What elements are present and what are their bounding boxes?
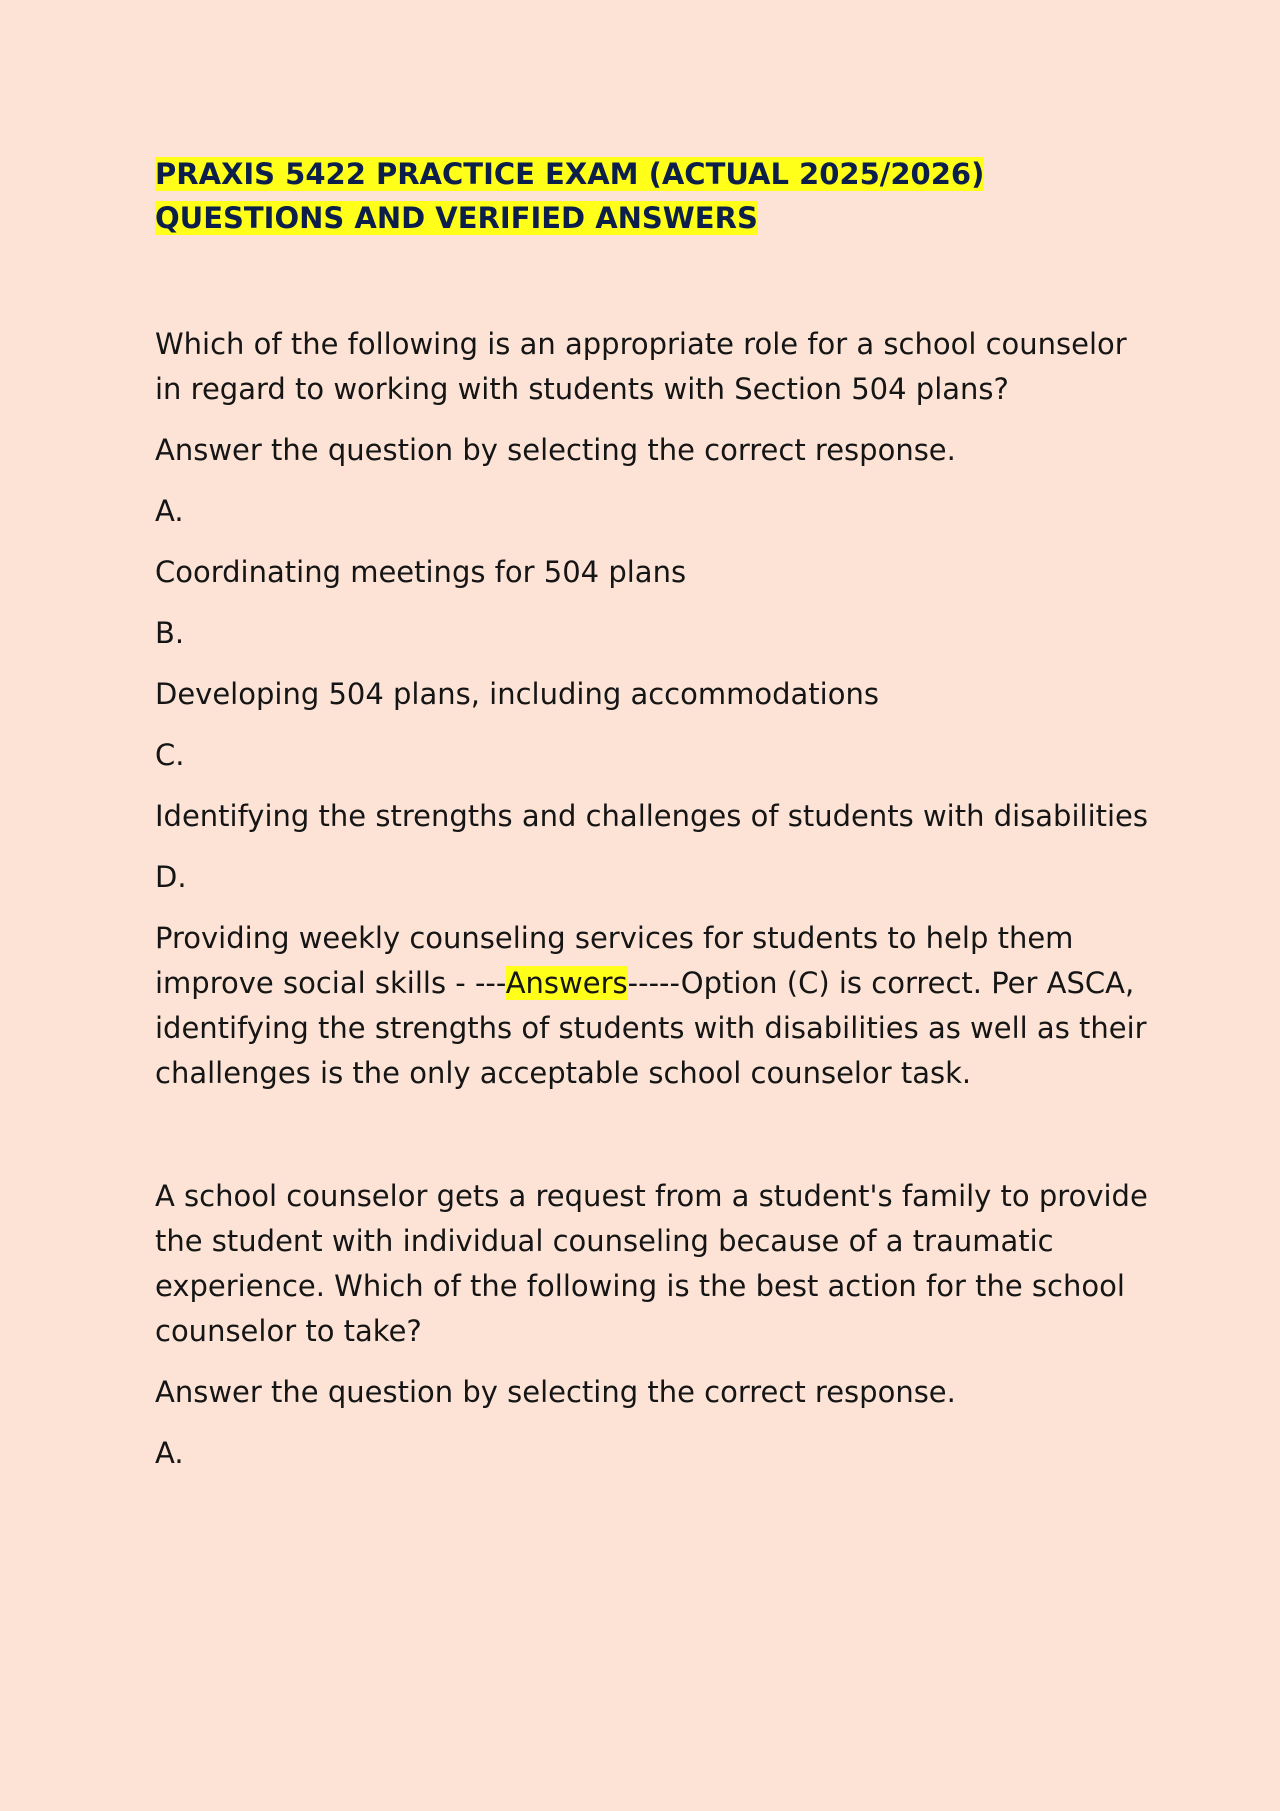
question-1-option-d-and-answer (155, 916, 1155, 1096)
question-2-instruction: Answer the question by selecting the correct response. (155, 1375, 956, 1409)
question-2-option-a-letter: A. (155, 1436, 184, 1470)
question-1-option-d-text: Providing weekly counseling services for students to help them improve social skills - --- (155, 921, 1074, 1000)
question-1-option-a-letter: A. (155, 494, 184, 528)
question-1-option-c-letter: C. (155, 738, 185, 772)
question-2 (155, 1174, 1155, 1476)
answer-label: Answers (505, 966, 628, 1000)
question-1-option-b-text: Developing 504 plans, including accommodations (155, 677, 879, 711)
question-1 (155, 322, 1155, 1096)
question-2-text: A school counselor gets a request from a student's family to provide the student with individual counseling because of a traumatic experience. Which of the following is the best action for the school counselor to take? (155, 1179, 1148, 1348)
document-content (155, 152, 1155, 1476)
title-line-1: PRAXIS 5422 PRACTICE EXAM (ACTUAL 2025/2026) (155, 157, 985, 191)
question-1-option-d-letter: D. (155, 860, 187, 894)
title-line-2: QUESTIONS AND VERIFIED ANSWERS (155, 201, 758, 235)
question-1-instruction: Answer the question by selecting the correct response. (155, 433, 956, 467)
document-title (155, 152, 1155, 240)
question-1-option-b-letter: B. (155, 616, 185, 650)
question-1-text: Which of the following is an appropriate role for a school counselor in regard to working with students with Section 504 plans? (155, 327, 1127, 406)
answer-explanation: -----Option (C) is correct. Per ASCA, identifying the strengths of students with disabilities as well as their challenges is the only acceptable school counselor task. (155, 966, 1147, 1090)
question-1-option-c-text: Identifying the strengths and challenges of students with disabilities (155, 799, 1149, 833)
question-1-option-a-text: Coordinating meetings for 504 plans (155, 555, 687, 589)
